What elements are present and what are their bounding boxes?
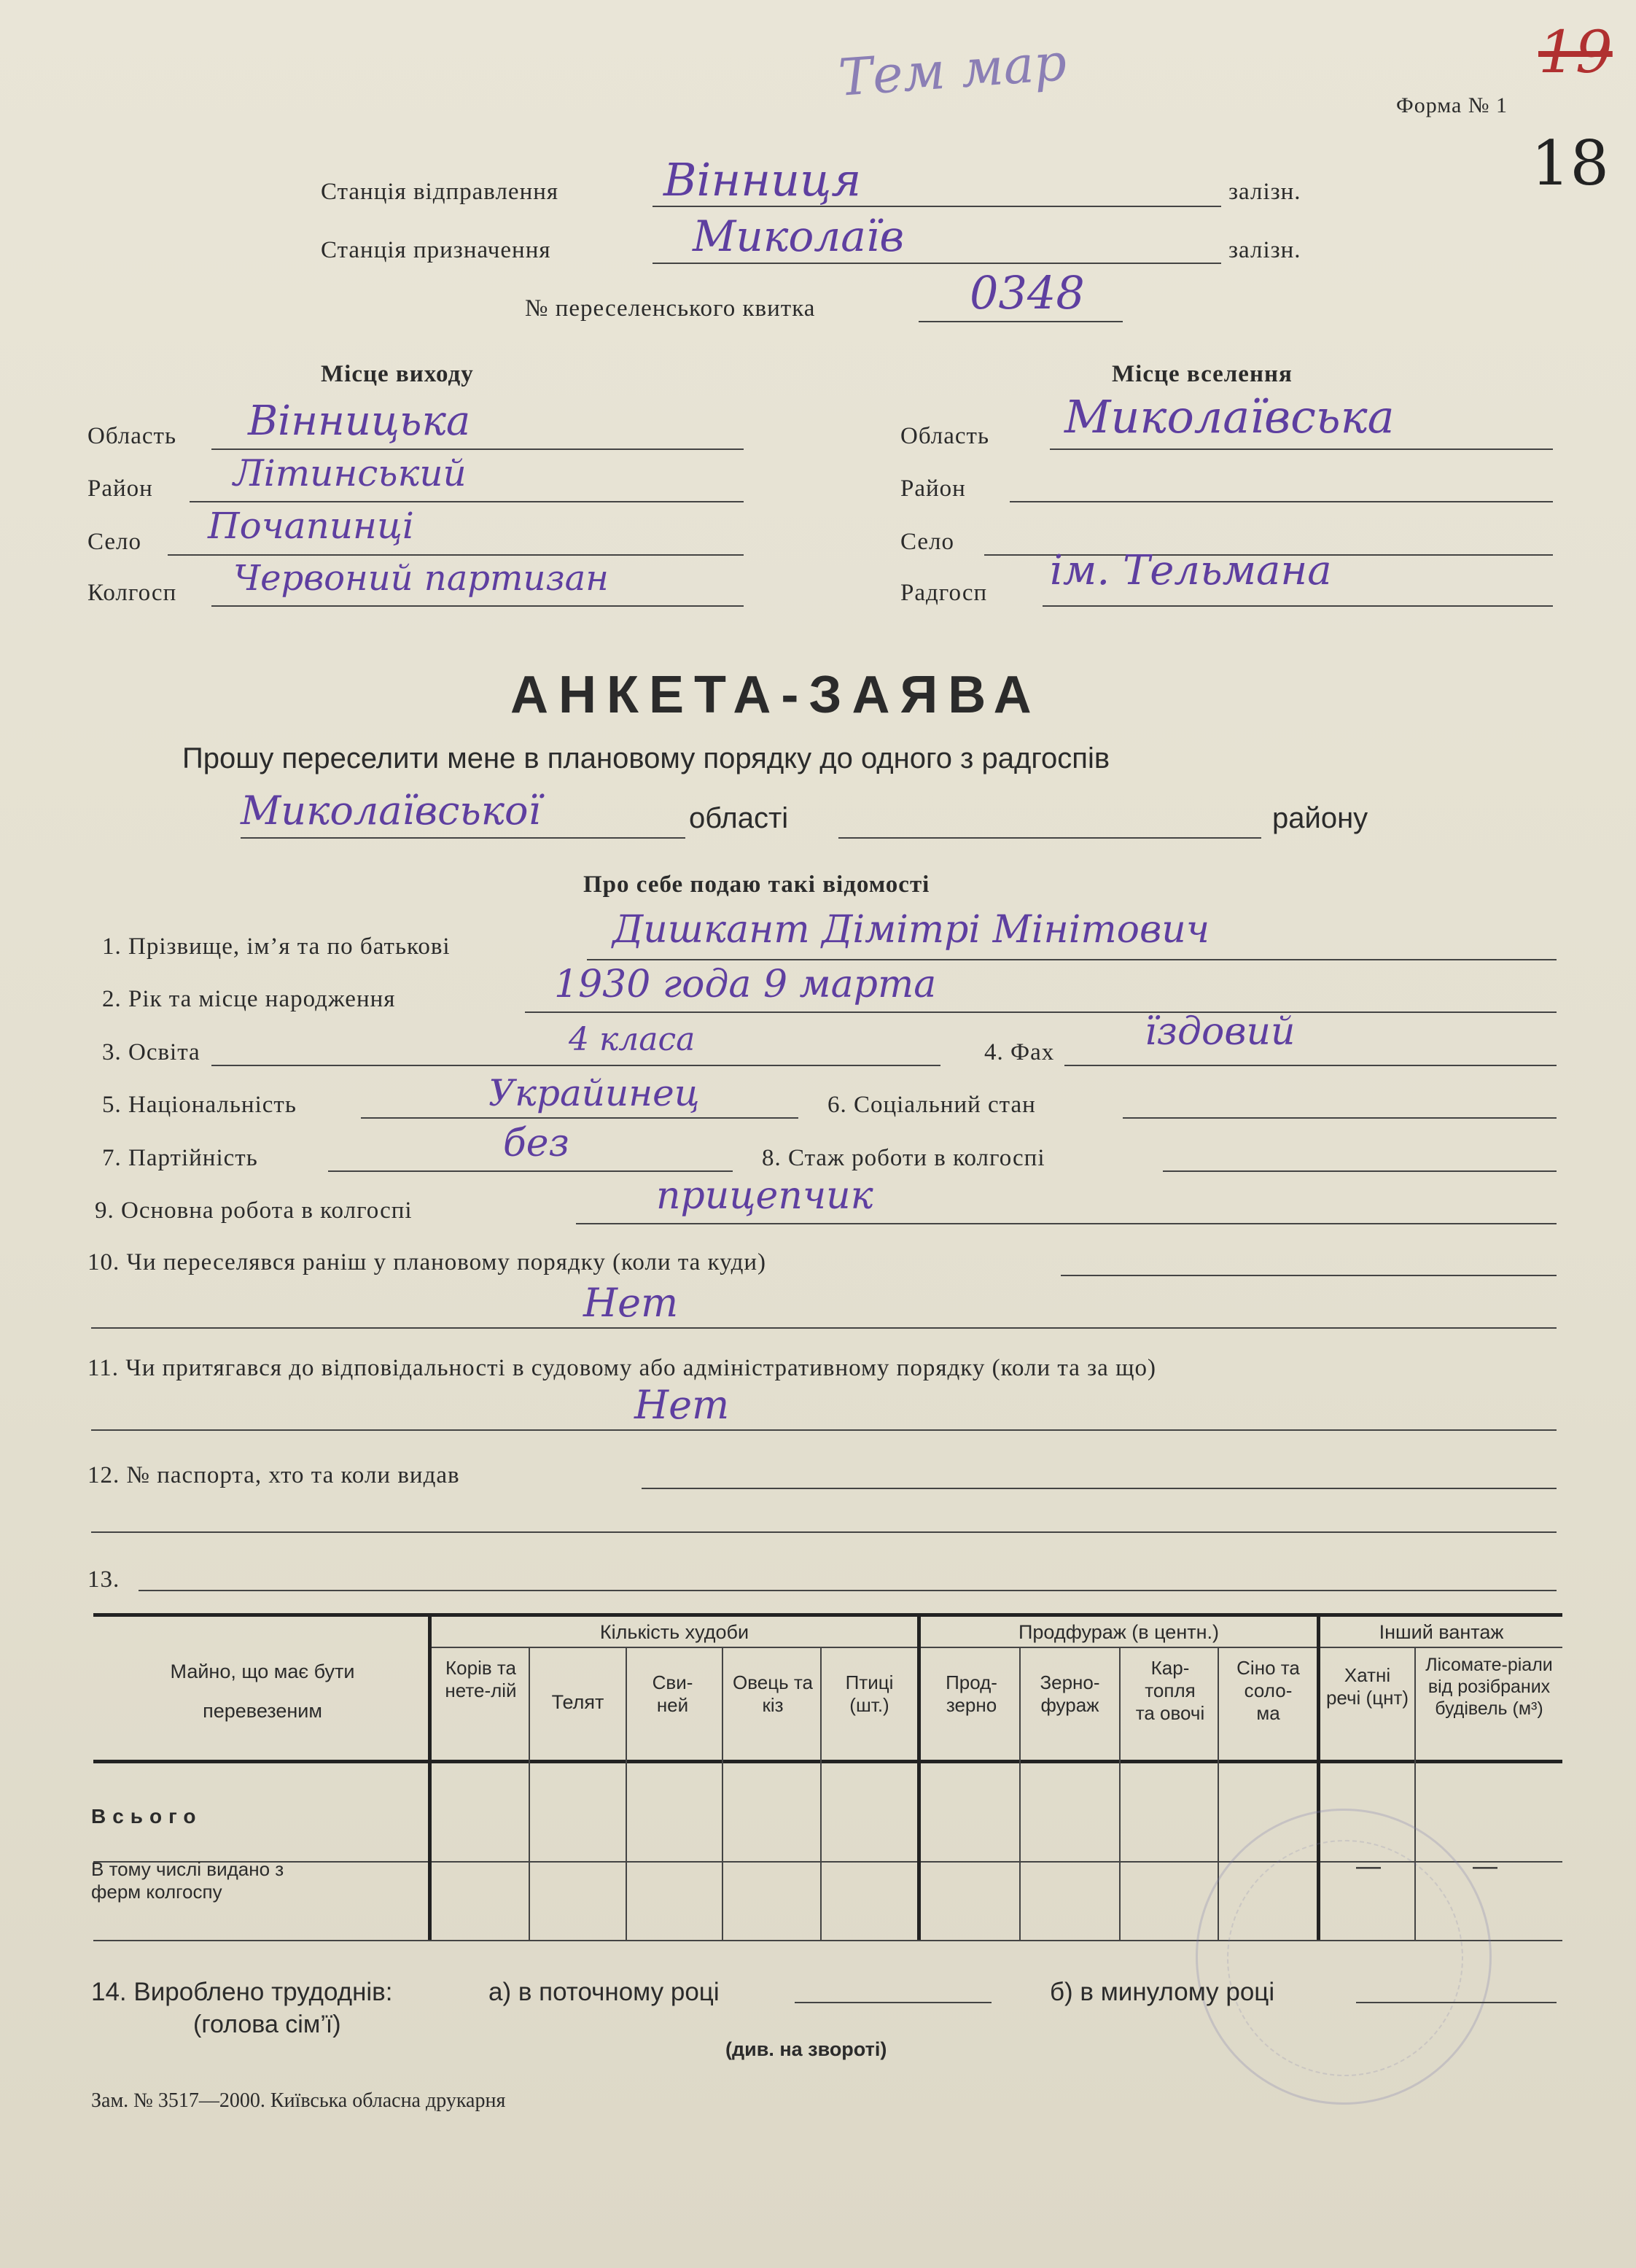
archive-number-struck: 19 — [1538, 18, 1613, 86]
table-col-timber: Лісомате-ріали від розібраних будівель (м³) — [1425, 1655, 1553, 1719]
destination-heading: Місце вселення — [1112, 361, 1293, 387]
table-col-potatoes: Кар-топля та овочі — [1135, 1657, 1205, 1725]
table-col-poultry: Птиці (шт.) — [845, 1671, 894, 1717]
request-oblast-value: Миколаївської — [241, 788, 541, 834]
destination-radhosp-value: ім. Тельмана — [1050, 547, 1332, 594]
field-1-value: Дишкант Дімітрі Мінітович — [612, 908, 1210, 952]
table-group-other: Інший вантаж — [1379, 1621, 1504, 1643]
table-group-fodder: Продфураж (в центн.) — [1018, 1621, 1219, 1643]
origin-raion-value: Літинський — [233, 452, 467, 494]
oblast-word: області — [689, 802, 789, 834]
see-reverse-note: (див. на звороті) — [725, 2038, 887, 2060]
workdays-label: 14. Вироблено трудоднів: — [91, 1978, 393, 2006]
table-row-total-label: Всього — [91, 1805, 203, 1828]
table-col-hay: Сіно та соло-ма — [1236, 1657, 1300, 1725]
departure-station-label: Станція відправлення — [321, 179, 559, 205]
table-col-household: Хатні речі (цнт) — [1325, 1664, 1409, 1709]
field-5-label: 5. Національність — [102, 1092, 297, 1118]
arrival-station-value: Миколаїв — [693, 211, 905, 261]
destination-raion-label: Район — [900, 475, 966, 502]
field-6-label: 6. Соціальний стан — [827, 1092, 1036, 1118]
field-3-label: 3. Освіта — [102, 1039, 200, 1065]
field-10-label: 10. Чи переселявся раніш у плановому порядку (коли та куди) — [87, 1249, 767, 1275]
table-col-grain: Прод-зерно — [946, 1671, 997, 1717]
table-col-pigs: Сви-ней — [652, 1671, 693, 1717]
table-header-property: Майно, що має бути перевезеним — [170, 1661, 355, 1722]
origin-kolhosp-label: Колгосп — [87, 580, 177, 606]
table-group-livestock: Кількість худоби — [599, 1621, 749, 1643]
workdays-previous-label: б) в минулому році — [1050, 1978, 1275, 2006]
field-4-label: 4. Фах — [984, 1039, 1055, 1065]
request-text: Прошу переселити мене в плановому порядку до одного з радгоспів — [182, 742, 1110, 774]
field-1-label: 1. Прізвище, ім’я та по батькові — [102, 933, 451, 960]
table-col-sheep: Овець та кіз — [733, 1671, 813, 1717]
origin-oblast-label: Область — [87, 423, 177, 449]
table-col-cows: Корів та нете-лій — [445, 1657, 517, 1702]
field-8-label: 8. Стаж роботи в колгоспі — [762, 1145, 1045, 1171]
ticket-value: 0348 — [970, 266, 1085, 319]
archive-number: 18 — [1531, 128, 1609, 199]
field-7-label: 7. Партійність — [102, 1145, 258, 1171]
field-9-value: прицепчик — [656, 1174, 873, 1218]
ticket-label: № переселенського квитка — [525, 295, 816, 322]
field-12-label: 12. № паспорта, хто та коли видав — [87, 1462, 460, 1488]
table-row-farms-label: В тому числі видано з ферм колгоспу — [91, 1858, 284, 1903]
field-11-value: Нет — [634, 1382, 730, 1428]
origin-raion-label: Район — [87, 475, 153, 502]
info-heading: Про себе подаю такі відомості — [583, 871, 930, 898]
destination-radhosp-label: Радгосп — [900, 580, 988, 606]
form-number: Форма № 1 — [1396, 93, 1508, 117]
field-2-value: 1930 года 9 марта — [554, 963, 937, 1006]
pencil-note: Тем мар — [836, 32, 1069, 108]
raion-word: району — [1272, 802, 1368, 834]
origin-selo-value: Почапинці — [208, 505, 414, 547]
destination-oblast-label: Область — [900, 423, 990, 449]
field-11-label: 11. Чи притягався до відповідальності в судовому або адміністративному порядку (коли та за що) — [87, 1355, 1156, 1381]
faded-stamp — [1196, 1809, 1492, 2105]
field-3-value: 4 класа — [569, 1021, 696, 1058]
table-col-feed: Зерно-фураж — [1040, 1671, 1100, 1717]
origin-kolhosp-value: Червоний партизан — [233, 558, 609, 599]
table-col-calves: Телят — [551, 1691, 604, 1713]
destination-selo-label: Село — [900, 529, 955, 555]
rail-suffix-1: залізн. — [1228, 179, 1301, 205]
workdays-current-label: а) в поточному році — [488, 1978, 720, 2006]
departure-station-value: Вінниця — [663, 153, 862, 206]
origin-heading: Місце виходу — [321, 361, 474, 387]
destination-oblast-value: Миколаївська — [1064, 390, 1395, 443]
field-5-value: Украйинец — [488, 1072, 700, 1114]
field-4-value: їздовий — [1145, 1010, 1296, 1054]
table-row-farms-mark-2: — — [1473, 1852, 1497, 1880]
arrival-station-label: Станція призначення — [321, 237, 551, 263]
field-7-value: без — [503, 1122, 569, 1165]
field-9-label: 9. Основна робота в колгоспі — [95, 1197, 413, 1224]
table-row-farms-mark-1: — — [1356, 1852, 1381, 1880]
origin-selo-label: Село — [87, 529, 142, 555]
field-13-label: 13. — [87, 1566, 120, 1593]
workdays-sub-label: (голова сім’ї) — [193, 2011, 341, 2038]
field-10-value: Нет — [583, 1280, 679, 1326]
origin-oblast-value: Вінницька — [248, 397, 471, 445]
printer-footer: Зам. № 3517—2000. Київська обласна друкарня — [91, 2089, 506, 2112]
rail-suffix-2: залізн. — [1228, 237, 1301, 263]
document-title: АНКЕТА-ЗАЯВА — [510, 666, 1042, 724]
field-2-label: 2. Рік та місце народження — [102, 986, 396, 1012]
